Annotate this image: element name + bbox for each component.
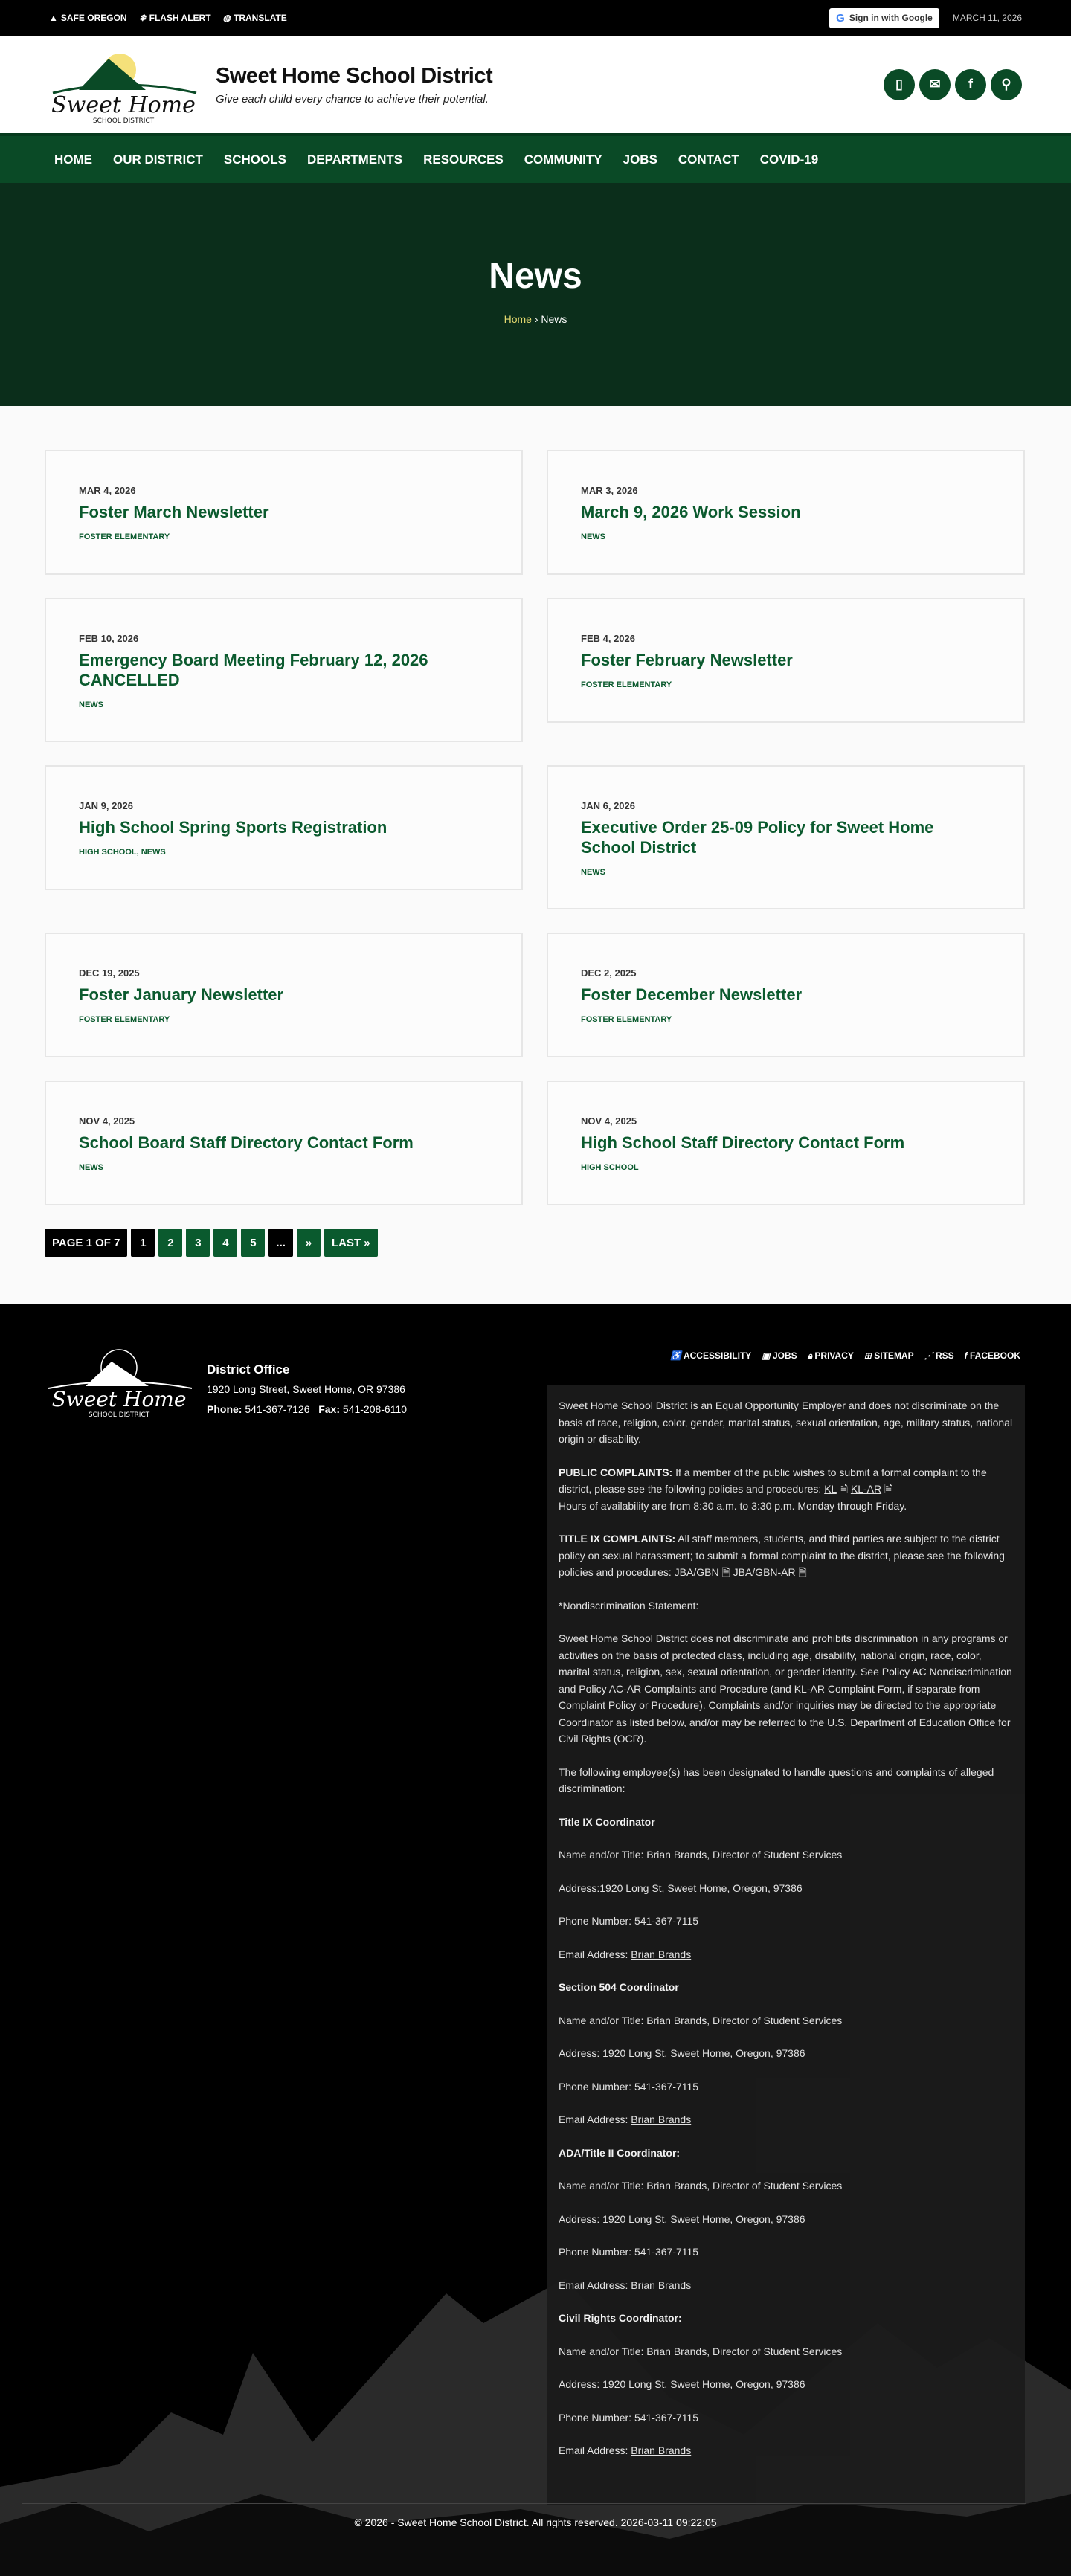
district-logo[interactable] [49, 44, 205, 126]
svg-text:SCHOOL DISTRICT: SCHOOL DISTRICT [88, 1411, 150, 1419]
policy-jba-gbn-ar-link[interactable]: JBA/GBN-AR [733, 1566, 796, 1578]
coordinator-block: Civil Rights Coordinator: Name and/or Title: Brian Brands, Director of Student Services Address: 1920 Long St, Sweet Home, Oregon, 97386 Phone Number: 541-367-7115 Email Address: Brian Brands [559, 2312, 843, 2456]
nondiscrimination-panel: Sweet Home School District is an Equal Opportunity Employer and does not discriminate on the basis of race, religion, color, gender, marital status, sexual orientation, age, military status, national origin or disability. PUBLIC COMPLAINTS: If a member of the public wishes to submit a formal complaint to the district, please see the following policies and procedures: KL 🗎 KL-AR 🗎 Hours of availability are from 8:30 a.m. to 3:30 p.m. Monday through Friday. TITLE IX COMPLAINTS: All staff members, students, and third parties are subject to the district policy on sexual harassment; to submit a formal complaint to the district, please see the following policies and procedures: JBA/GBN 🗎 JBA/GBN-AR 🗎 *Nondiscrimination Statement: Sweet Home School District does not discriminate and prohibits discrimination in any programs or activities on the basis of protected class, including age, disability, national origin, race, color, marital status, religion, sex, sexual orientation, or gender identity. See Policy AC Nondiscrimination and Policy AC-AR Complaints and Procedure (and KL-AR Complaint Form, if separate from Complaint Policy or Procedure). Complaints and/or inquiries may be directed to the appropriate Coordinator as listed below, and/or may be referred to the U.S. Department of Education Office for Civil Rights (OCR). The following employee(s) has been designated to handle questions and complaints of alleged discrimination: Title IX Coordinator Name and/or Title: Brian Brands, Director of Student Services Address:1920 Long St, Sweet Home, Oregon, 97386 Phone Number: 541-367-7115 Email Address: Brian Brands Section 504 Coordinator Name and/or Title: Brian Brands, Director of Student Services Address: 1920 Long St, Sweet Home, Oregon, 97386 Phone Number: 541-367-7115 Email Address: Brian Brands ADA/Title II Coordinator: Name and/or Title: Brian Brands, Director of Student Services Address: 1920 Long St, Sweet Home, Oregon, 97386 Phone Number: 541-367-7115 Email Address: Brian Brands Civil Rights Coordinator: Name and/or Title: Brian Brands, Director of Student Services Address: 1920 Long St, Sweet Home, Oregon, 97386 Phone Number: 541-367-7115 Email Address: Brian Brands [547, 1385, 1025, 2505]
eoe-statement: Sweet Home School District is an Equal Opportunity Employer and does not discriminate on the basis of race, religion, color, gender, marital status, sexual orientation, age, military status, national origin or disability. [559, 1400, 1013, 1445]
copyright: © 2026 - Sweet Home School District. All rights reserved. 2026-03-11 09:22:05 [354, 2517, 717, 2528]
news-category-link[interactable]: FOSTER ELEMENTARY [581, 1015, 672, 1024]
news-grid [45, 450, 1025, 1205]
public-complaints: PUBLIC COMPLAINTS: If a member of the public wishes to submit a formal complaint to the district, please see the following policies and procedures: KL 🗎 KL-AR 🗎 Hours of availability are from 8:30 a.m. to 3:30 p.m. Monday through Friday. [559, 1466, 987, 1512]
news-category-link[interactable]: HIGH SCHOOL [581, 1163, 639, 1172]
policy-kl-ar-link[interactable]: KL-AR [850, 1483, 882, 1495]
utility-bar [0, 0, 1071, 36]
breadcrumb-current: News [541, 313, 567, 325]
nav-departments[interactable]: DEPARTMENTS [306, 152, 403, 167]
privacy-link[interactable]: 🔒︎ PRIVACY [807, 1350, 854, 1361]
news-category-link[interactable]: NEWS [581, 532, 605, 541]
breadcrumb [0, 313, 1071, 325]
safe-oregon-link[interactable]: ▲ SAFE OREGON [49, 13, 127, 23]
page-5[interactable]: 5 [241, 1229, 265, 1257]
rss-icon: ⋰ [924, 1350, 933, 1361]
news-category-link[interactable]: NEWS [79, 701, 103, 709]
svg-text:Sweet Home: Sweet Home [51, 1387, 187, 1411]
news-title-link[interactable]: Foster March Newsletter [79, 503, 269, 521]
news-card [45, 765, 523, 890]
jobs-link[interactable]: ▣ JOBS [762, 1350, 797, 1361]
footer [0, 1304, 1071, 2576]
news-date: JAN 6, 2026 [581, 800, 635, 811]
page-1[interactable]: 1 [131, 1229, 155, 1257]
page-ellipsis: ... [268, 1229, 293, 1257]
news-date: NOV 4, 2025 [79, 1115, 135, 1127]
news-card [547, 450, 1025, 575]
news-date: MAR 3, 2026 [581, 485, 638, 496]
news-card [45, 598, 523, 742]
news-date: FEB 10, 2026 [79, 633, 139, 644]
nav-schools[interactable]: SCHOOLS [223, 152, 286, 167]
svg-text:SCHOOL DISTRICT: SCHOOL DISTRICT [92, 117, 155, 125]
briefcase-icon: ▣ [762, 1350, 771, 1361]
policy-jba-gbn-link[interactable]: JBA/GBN [674, 1566, 719, 1578]
news-title-link[interactable]: Emergency Board Meeting February 12, 2026 CANCELLED [79, 651, 428, 689]
news-card [547, 765, 1025, 909]
main-nav [0, 133, 1071, 183]
pdf-icon: 🗎 [839, 1483, 848, 1495]
snowflake-icon: ❄ [138, 13, 147, 23]
coordinator-email-link[interactable]: Brian Brands [631, 2279, 692, 2291]
district-office: District Office 1920 Long Street, Sweet Home, OR 97386 Phone: 541-367-7126 Fax: 541-208-6110 [207, 1359, 407, 1420]
pdf-icon: 🗎 [798, 1566, 807, 1578]
news-category-link[interactable]: HIGH SCHOOL, NEWS [79, 848, 166, 857]
news-card [547, 598, 1025, 723]
news-title-link[interactable]: High School Staff Directory Contact Form [581, 1133, 905, 1152]
news-title-link[interactable]: Executive Order 25-09 Policy for Sweet Home School District [581, 818, 934, 857]
sitemap-icon: ⊞ [863, 1350, 872, 1361]
coordinator-block: Title IX Coordinator Name and/or Title: Brian Brands, Director of Student Services Address:1920 Long St, Sweet Home, Oregon, 97386 Phone Number: 541-367-7115 Email Address: Brian Brands [559, 1815, 843, 1960]
news-category-link[interactable]: FOSTER ELEMENTARY [79, 1015, 170, 1024]
pdf-icon: 🗎 [721, 1566, 730, 1578]
news-card [45, 1081, 523, 1205]
office-address: 1920 Long Street, Sweet Home, OR 97386 [207, 1383, 405, 1395]
coordinator-email-link[interactable]: Brian Brands [631, 1948, 692, 1960]
mobile-alert-icon[interactable]: ▯ [884, 69, 915, 100]
news-card [547, 933, 1025, 1057]
news-category-link[interactable]: NEWS [581, 868, 605, 877]
page-title: News [489, 257, 582, 296]
policy-kl-link[interactable]: KL [824, 1483, 837, 1495]
news-date: JAN 9, 2026 [79, 800, 133, 811]
news-category-link[interactable]: FOSTER ELEMENTARY [79, 532, 170, 541]
news-category-link[interactable]: NEWS [79, 1163, 103, 1172]
office-fax: 541-208-6110 [342, 1403, 408, 1415]
news-card [45, 933, 523, 1057]
news-title-link[interactable]: Foster February Newsletter [581, 651, 793, 669]
search-icon[interactable]: ⚲ [991, 69, 1022, 100]
office-title: District Office [207, 1362, 290, 1376]
news-date: DEC 19, 2025 [79, 967, 140, 979]
news-date: NOV 4, 2025 [581, 1115, 637, 1127]
svg-text:Sweet Home: Sweet Home [51, 91, 196, 118]
coordinator-block: ADA/Title II Coordinator: Name and/or Title: Brian Brands, Director of Student Services Address: 1920 Long St, Sweet Home, Oregon, 97386 Phone Number: 541-367-7115 Email Address: Brian Brands [559, 2146, 843, 2291]
office-phone: 541-367-7126 [245, 1403, 310, 1415]
news-title-link[interactable]: High School Spring Sports Registration [79, 818, 387, 837]
next-page-button[interactable]: » [297, 1229, 321, 1257]
news-title-link[interactable]: March 9, 2026 Work Session [581, 503, 801, 521]
last-page-button[interactable]: LAST » [324, 1229, 378, 1257]
nondiscrimination-statement: Sweet Home School District does not discriminate and prohibits discrimination in any programs or activities on the basis of protected class, including age, disability, national origin, race, color, marital status, religion, sex, sexual orientation, or gender identity. See Policy AC Nondiscrimination and Policy AC-AR Complaints and Procedure (and KL-AR Complaint Form, if separate from Complaint Policy or Procedure). Complaints and/or inquiries may be directed to the appropriate Coordinator as listed below, and/or may be referred to the U.S. Department of Education Office for Civil Rights (OCR). [559, 1632, 1012, 1745]
page-indicator: PAGE 1 OF 7 [45, 1229, 127, 1257]
accessibility-link[interactable]: ♿ ACCESSIBILITY [670, 1350, 752, 1361]
accessibility-icon: ♿ [670, 1350, 682, 1361]
news-date: FEB 4, 2026 [581, 633, 635, 644]
tree-icon: ▲ [49, 13, 58, 23]
rss-link[interactable]: ⋰ RSS [924, 1350, 954, 1361]
nav-jobs[interactable]: JOBS [623, 152, 657, 167]
news-date: DEC 2, 2025 [581, 967, 637, 979]
site-title: Sweet Home School District [216, 63, 493, 88]
footer-links [670, 1350, 1020, 1362]
news-card [45, 450, 523, 575]
nav-our-district[interactable]: OUR DISTRICT [113, 152, 203, 167]
tagline: Give each child every chance to achieve their potential. [216, 92, 489, 106]
coordinator-heading: Title IX Coordinator [559, 1815, 655, 1828]
lock-icon: 🔒︎ [807, 1350, 813, 1361]
nav-home[interactable]: HOME [54, 152, 92, 167]
nav-resources[interactable]: RESOURCES [423, 152, 504, 167]
titleix-complaints: TITLE IX COMPLAINTS: All staff members, students, and third parties are subject to the district policy on sexual harassment; to submit a formal complaint to the district, please see the following policies and procedures: JBA/GBN 🗎 JBA/GBN-AR 🗎 [559, 1533, 1005, 1578]
chevron-right-icon: › [534, 313, 541, 325]
footer-logo[interactable] [45, 1345, 193, 1420]
news-category-link[interactable]: FOSTER ELEMENTARY [581, 680, 672, 689]
coordinator-heading: Section 504 Coordinator [559, 1981, 679, 1993]
nav-community[interactable]: COMMUNITY [524, 152, 602, 167]
nav-contact[interactable]: CONTACT [678, 152, 739, 167]
coordinator-email-link[interactable]: Brian Brands [631, 2444, 692, 2456]
coordinator-heading: Civil Rights Coordinator: [559, 2312, 682, 2324]
pagination [45, 1229, 378, 1257]
coordinator-block: Section 504 Coordinator Name and/or Title: Brian Brands, Director of Student Services Address: 1920 Long St, Sweet Home, Oregon, 97386 Phone Number: 541-367-7115 Email Address: Brian Brands [559, 1981, 843, 2125]
page-2[interactable]: 2 [158, 1229, 182, 1257]
google-icon: G [836, 11, 845, 25]
news-title-link[interactable]: School Board Staff Directory Contact Form [79, 1133, 414, 1152]
email-icon[interactable]: ✉ [919, 69, 951, 100]
translate-link[interactable]: ◍ TRANSLATE [222, 13, 287, 23]
news-date: MAR 4, 2026 [79, 485, 136, 496]
coordinator-heading: ADA/Title II Coordinator: [559, 2146, 681, 2159]
google-signin-button[interactable]: G Sign in with Google [829, 8, 939, 28]
pdf-icon: 🗎 [884, 1483, 893, 1495]
facebook-icon[interactable]: f [955, 69, 986, 100]
globe-icon: ◍ [222, 13, 231, 23]
nav-covid-19[interactable]: COVID-19 [759, 152, 819, 167]
coordinator-email-link[interactable]: Brian Brands [631, 2113, 692, 2125]
news-title-link[interactable]: Foster January Newsletter [79, 985, 284, 1004]
page-3[interactable]: 3 [186, 1229, 210, 1257]
sitemap-link[interactable]: ⊞ SITEMAP [863, 1350, 914, 1361]
flash-alert-link[interactable]: ❄ FLASH ALERT [138, 13, 211, 23]
footer-divider [22, 2503, 1026, 2504]
page-hero [0, 183, 1071, 406]
breadcrumb-home[interactable]: Home [504, 313, 532, 325]
facebook-icon: f [964, 1350, 968, 1361]
page-4[interactable]: 4 [213, 1229, 237, 1257]
current-date: MARCH 11, 2026 [952, 13, 1022, 23]
facebook-link[interactable]: f FACEBOOK [964, 1350, 1020, 1361]
news-card [547, 1081, 1025, 1205]
news-title-link[interactable]: Foster December Newsletter [581, 985, 803, 1004]
site-header [0, 36, 1071, 133]
